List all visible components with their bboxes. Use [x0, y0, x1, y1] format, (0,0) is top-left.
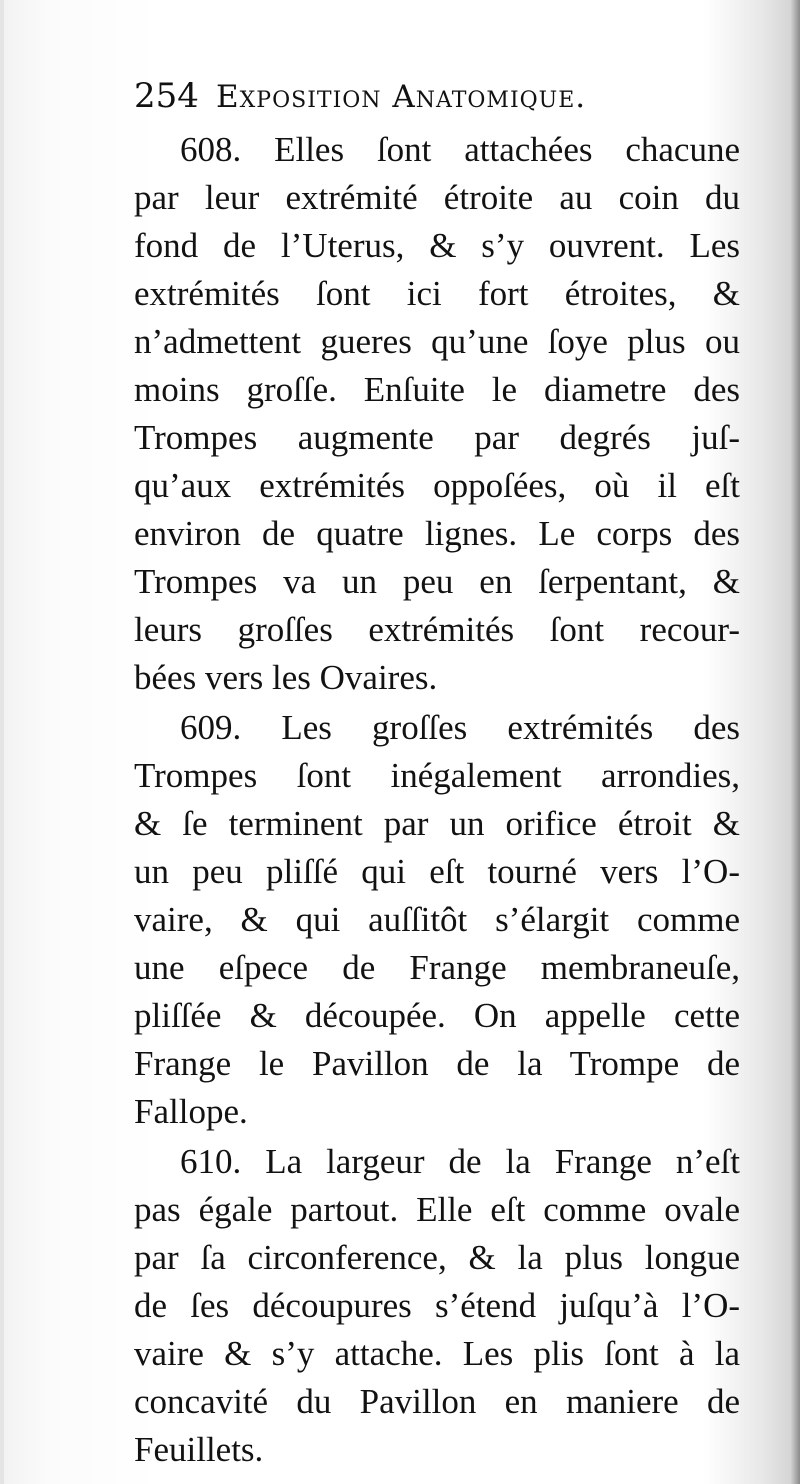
text-line: moins groſſe. Enſuite le diametre des [134, 370, 740, 409]
text-line: Fallope. [134, 1092, 248, 1131]
text-line: pliſſée & découpée. On appelle cette [134, 996, 740, 1035]
text-line: Trompes va un peu en ſerpentant, & [134, 562, 740, 601]
text-line: vaire & s’y attache. Les plis ſont à la [134, 1334, 740, 1373]
text-line: bées vers les Ovaires. [134, 658, 438, 697]
text-line: 609. Les groſſes extrémités des [180, 708, 740, 747]
text-line: Trompes augmente par degrés juſ- [134, 418, 740, 457]
paragraph-609 [134, 704, 740, 1136]
page-number: 254 [134, 76, 199, 116]
text-line: extrémités ſont ici fort étroites, & [134, 274, 740, 313]
paragraph-608 [134, 126, 740, 702]
text-line: fond de l’Uterus, & s’y ouvrent. Les [134, 226, 740, 265]
body-text [134, 126, 740, 1474]
text-line: qu’aux extrémités oppoſées, où il eſt [134, 466, 740, 505]
text-line: & ſe terminent par un orifice étroit & [134, 804, 740, 843]
text-line: leurs groſſes extrémités ſont recour- [134, 610, 740, 649]
text-line: par leur extrémité étroite au coin du [134, 178, 740, 217]
text-line: de ſes découpures s’étend juſqu’à l’O- [134, 1286, 740, 1325]
running-title: Exposition Anatomique. [216, 79, 587, 115]
text-line: pas égale partout. Elle eſt comme ovale [134, 1190, 740, 1229]
text-line: 608. Elles ſont attachées chacune [180, 130, 740, 169]
text-line: un peu pliſſé qui eſt tourné vers l’O- [134, 852, 740, 891]
text-line: 610. La largeur de la Frange n’eſt [180, 1142, 740, 1181]
page-left-edge [0, 0, 4, 1484]
text-line: environ de quatre lignes. Le corps des [134, 514, 740, 553]
text-line: Feuillets. [134, 1430, 264, 1469]
text-line: une eſpece de Frange membraneuſe, [134, 948, 740, 987]
text-line: n’admettent gueres qu’une ſoye plus ou [134, 322, 740, 361]
text-line: Frange le Pavillon de la Trompe de [134, 1044, 740, 1083]
text-line: vaire, & qui auſſitôt s’élargit comme [134, 900, 740, 939]
page-gutter-shadow [790, 0, 800, 1484]
text-line: par ſa circonference, & la plus longue [134, 1238, 740, 1277]
running-header [134, 76, 714, 124]
text-line: concavité du Pavillon en maniere de [134, 1382, 740, 1421]
text-line: Trompes ſont inégalement arrondies, [134, 756, 740, 795]
paragraph-610 [134, 1138, 740, 1474]
